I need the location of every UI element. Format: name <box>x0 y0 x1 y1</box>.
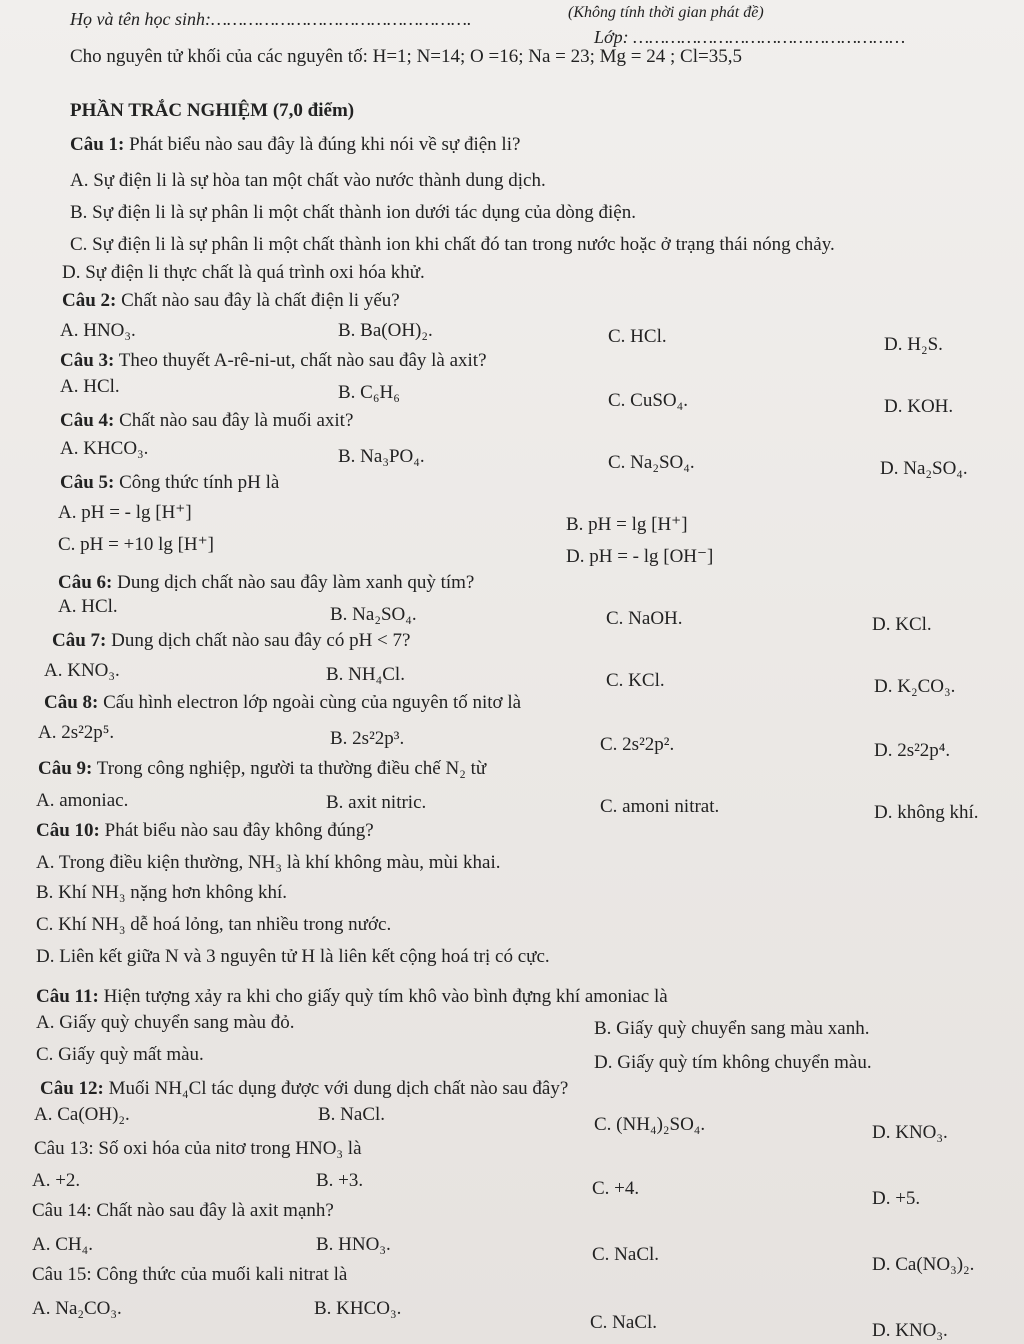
question-3 <box>60 350 487 372</box>
question-label: Câu 10: <box>36 820 100 841</box>
q1-option-d: D. Sự điện li thực chất là quá trình oxi hóa khử. <box>62 262 425 283</box>
q11-option-b: B. Giấy quỳ chuyển sang màu xanh. <box>594 1018 870 1039</box>
q14-option-a: A. CH₄. <box>32 1234 93 1255</box>
q5-option-a: A. pH = - lg [H⁺] <box>58 502 192 523</box>
q10-option-b: B. Khí NH₃ nặng hơn không khí. <box>36 882 287 903</box>
q7-option-a: A. KNO₃. <box>44 660 120 681</box>
q7-option-d: D. K₂CO₃. <box>874 676 956 697</box>
question-label: Câu 15: <box>32 1264 92 1285</box>
q8-option-b: B. 2s²2p³. <box>330 728 405 749</box>
question-text: Công thức tính pH là <box>119 472 280 493</box>
question-text: Trong công nghiệp, người ta thường điều chế N₂ từ <box>96 758 487 779</box>
q8-option-d: D. 2s²2p⁴. <box>874 740 951 761</box>
q3-option-c: C. CuSO₄. <box>608 390 689 411</box>
question-label: Câu 8: <box>44 692 99 713</box>
question-label: Câu 9: <box>38 758 93 779</box>
q3-option-a: A. HCl. <box>60 376 120 397</box>
q9-option-a: A. amoniac. <box>36 790 129 811</box>
q14-option-d: D. Ca(NO₃)₂. <box>872 1254 975 1275</box>
question-label: Câu 3: <box>60 350 115 371</box>
q2-option-c: C. HCl. <box>608 326 667 347</box>
q1-option-b: B. Sự điện li là sự phân li một chất thành ion dưới tác dụng của dòng điện. <box>70 202 636 223</box>
question-label: Câu 5: <box>60 472 115 493</box>
q11-option-a: A. Giấy quỳ chuyển sang màu đỏ. <box>36 1012 295 1033</box>
q12-option-c: C. (NH₄)₂SO₄. <box>594 1114 706 1135</box>
question-text: Theo thuyết A-rê-ni-ut, chất nào sau đây là axit? <box>118 350 487 371</box>
question-5 <box>60 472 279 494</box>
q2-option-d: D. H₂S. <box>884 334 943 355</box>
q2-option-b: B. Ba(OH)₂. <box>338 320 433 341</box>
question-6 <box>58 572 474 594</box>
question-text: Số oxi hóa của nitơ trong HNO₃ là <box>98 1138 362 1159</box>
question-label: Câu 7: <box>52 630 107 651</box>
q14-option-b: B. HNO₃. <box>316 1234 391 1255</box>
q9-option-c: C. amoni nitrat. <box>600 796 720 817</box>
q1-option-c: C. Sự điện li là sự phân li một chất thành ion khi chất đó tan trong nước hoặc ở trạng thái nóng chảy. <box>70 234 835 255</box>
q6-option-c: C. NaOH. <box>606 608 683 629</box>
q14-option-c: C. NaCl. <box>592 1244 660 1265</box>
q12-option-d: D. KNO₃. <box>872 1122 948 1143</box>
q15-option-c: C. NaCl. <box>590 1312 658 1333</box>
q12-option-b: B. NaCl. <box>318 1104 386 1125</box>
question-4 <box>60 410 353 432</box>
question-text: Dung dịch chất nào sau đây làm xanh quỳ tím? <box>117 572 475 593</box>
question-1 <box>70 134 520 156</box>
question-label: Câu 1: <box>70 134 125 155</box>
q6-option-d: D. KCl. <box>872 614 932 635</box>
question-13 <box>34 1138 362 1160</box>
q4-option-a: A. KHCO₃. <box>60 438 149 459</box>
q2-option-a: A. HNO₃. <box>60 320 136 341</box>
q4-option-c: C. Na₂SO₄. <box>608 452 695 473</box>
question-8 <box>44 692 521 714</box>
question-text: Công thức của muối kali nitrat là <box>96 1264 348 1285</box>
student-name-label: Họ và tên học sinh:…………………………………………. <box>70 9 472 29</box>
question-text: Chất nào sau đây là axit mạnh? <box>96 1200 334 1221</box>
q1-option-a: A. Sự điện li là sự hòa tan một chất vào nước thành dung dịch. <box>70 170 546 191</box>
question-text: Muối NH₄Cl tác dụng được với dung dịch chất nào sau đây? <box>108 1078 569 1099</box>
q4-option-b: B. Na₃PO₄. <box>338 446 425 467</box>
q11-option-c: C. Giấy quỳ mất màu. <box>36 1044 204 1065</box>
q4-option-d: D. Na₂SO₄. <box>880 458 968 479</box>
question-12 <box>40 1078 568 1100</box>
q9-option-b: B. axit nitric. <box>326 792 427 813</box>
q5-option-b: B. pH = lg [H⁺] <box>566 514 688 535</box>
question-text: Chất nào sau đây là muối axit? <box>119 410 354 431</box>
q10-option-d: D. Liên kết giữa N và 3 nguyên tử H là liên kết cộng hoá trị có cực. <box>36 946 550 967</box>
question-2 <box>62 290 400 312</box>
q6-option-a: A. HCl. <box>58 596 118 617</box>
question-label: Câu 12: <box>40 1078 104 1099</box>
question-9 <box>38 758 486 780</box>
q7-option-c: C. KCl. <box>606 670 665 691</box>
q15-option-d: D. KNO₃. <box>872 1320 948 1341</box>
q9-option-d: D. không khí. <box>874 802 979 823</box>
question-text: Chất nào sau đây là chất điện li yếu? <box>121 290 400 311</box>
question-7 <box>52 630 410 652</box>
question-11 <box>36 986 668 1008</box>
q8-option-c: C. 2s²2p². <box>600 734 675 755</box>
q7-option-b: B. NH₄Cl. <box>326 664 405 685</box>
question-14 <box>32 1200 334 1222</box>
question-10 <box>36 820 374 842</box>
q13-option-d: D. +5. <box>872 1188 921 1209</box>
q3-option-d: D. KOH. <box>884 396 954 417</box>
q13-option-a: A. +2. <box>32 1170 81 1191</box>
q8-option-a: A. 2s²2p⁵. <box>38 722 115 743</box>
question-text: Dung dịch chất nào sau đây có pH < 7? <box>111 630 411 651</box>
q10-option-a: A. Trong điều kiện thường, NH₃ là khí không màu, mùi khai. <box>36 852 501 873</box>
q13-option-b: B. +3. <box>316 1170 364 1191</box>
question-label: Câu 11: <box>36 986 99 1007</box>
q12-option-a: A. Ca(OH)₂. <box>34 1104 130 1125</box>
q15-option-a: A. Na₂CO₃. <box>32 1298 122 1319</box>
class-label: Lớp: …………………………………………… <box>594 27 906 47</box>
q3-option-b: B. C₆H₆ <box>338 382 400 403</box>
q5-option-c: C. pH = +10 lg [H⁺] <box>58 534 215 555</box>
section-title: PHẦN TRẮC NGHIỆM (7,0 điểm) <box>70 100 355 121</box>
q15-option-b: B. KHCO₃. <box>314 1298 402 1319</box>
question-text: Cấu hình electron lớp ngoài cùng của nguyên tố nitơ là <box>103 692 522 713</box>
q6-option-b: B. Na₂SO₄. <box>330 604 417 625</box>
question-text: Phát biểu nào sau đây là đúng khi nói về sự điện li? <box>129 134 521 155</box>
atomic-mass-note: Cho nguyên tử khối của các nguyên tố: H=1; N=14; O =16; Na = 23; Mg = 24 ; Cl=35,5 <box>70 46 742 67</box>
question-label: Câu 2: <box>62 290 117 311</box>
question-text: Hiện tượng xảy ra khi cho giấy quỳ tím khô vào bình đựng khí amoniac là <box>103 986 668 1007</box>
q10-option-c: C. Khí NH₃ dễ hoá lỏng, tan nhiều trong nước. <box>36 914 392 935</box>
question-label: Câu 6: <box>58 572 113 593</box>
q13-option-c: C. +4. <box>592 1178 640 1199</box>
q11-option-d: D. Giấy quỳ tím không chuyển màu. <box>594 1052 872 1073</box>
time-note: (Không tính thời gian phát đề) <box>568 4 764 21</box>
question-15 <box>32 1264 347 1286</box>
q5-option-d: D. pH = - lg [OH⁻] <box>566 546 714 567</box>
question-label: Câu 4: <box>60 410 115 431</box>
question-text: Phát biểu nào sau đây không đúng? <box>104 820 374 841</box>
question-label: Câu 14: <box>32 1200 92 1221</box>
question-label: Câu 13: <box>34 1138 94 1159</box>
